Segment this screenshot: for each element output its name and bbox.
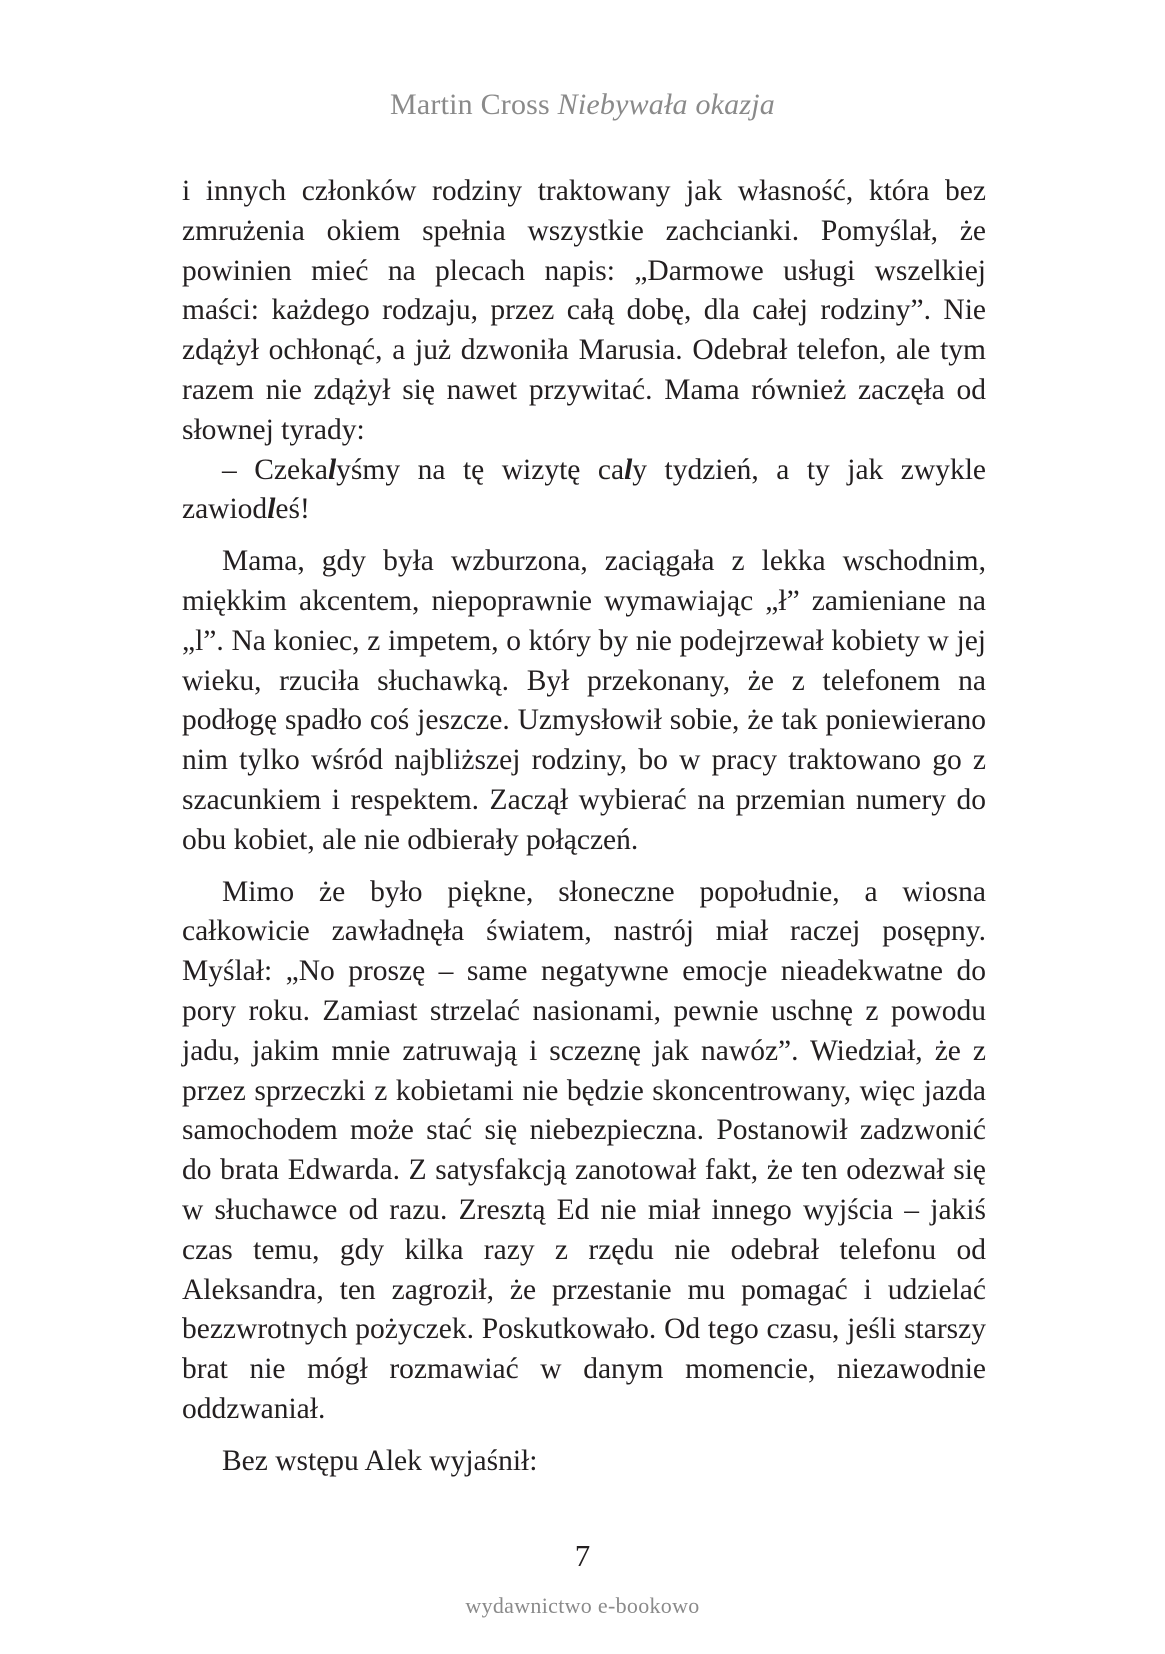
dialogue-accent-3: l <box>267 493 276 526</box>
running-header <box>0 88 1165 122</box>
page-body <box>182 172 986 1482</box>
header-book-title: Niebywała okazja <box>557 88 775 121</box>
dialogue-part-2: yśmy na tę wizytę ca <box>336 453 625 486</box>
paragraph-1: i innych członków rodziny traktowany jak własność, która bez zmrużenia okiem spełnia wszystkie zachcianki. Pomyślał, że powinien mieć na plecach napis: „Darmowe usługi wszelkiej maści: każdego rodzaju, przez całą dobę, dla całej rodziny”. Nie zdążył ochłonąć, a już dzwoniła Marusia. Odebrał telefon, ale tym razem nie zdążył się nawet przywitać. Mama również zaczęła od słownej tyrady: <box>182 175 986 446</box>
publisher-footer: wydawnictwo e-bookowo <box>465 1593 700 1618</box>
dialogue-part-3: y tydzień, a ty jak zwykle zawiod <box>182 453 986 526</box>
dialogue-accent-2: l <box>624 453 633 486</box>
page-number: 7 <box>574 1538 591 1573</box>
dialogue-part-4: eś! <box>275 493 310 526</box>
paragraph-4: Mimo że było piękne, słoneczne popołudnie, a wiosna całkowicie zawładnęła światem, nastrój miał raczej posępny. Myślał: „No proszę – same negatywne emocje nieadekwatne do pory roku. Zamiast strzelać nasionami, pewnie uschnę z powodu jadu, jakim mnie zatruwają i sczeznę jak nawóz”. Wiedział, że z przez sprzeczki z kobietami nie będzie skoncentrowany, więc jazda samochodem może stać się niebezpieczna. Postanowił zadzwonić do brata Edwarda. Z satysfakcją zanotował fakt, że ten odezwał się w słuchawce od razu. Zresztą Ed nie miał innego wyjścia – jakiś czas temu, gdy kilka razy z rzędu nie odebrał telefonu od Aleksandra, ten zagroził, że przestanie mu pomagać i udzielać bezzwrotnych pożyczek. Poskutkowało. Od tego czasu, jeśli starszy brat nie mógł rozmawiać w danym momencie, niezawodnie oddzwaniał. <box>182 875 986 1425</box>
paragraph-3: Mama, gdy była wzburzona, zaciągała z lekka wschodnim, miękkim akcentem, niepoprawnie wymawiając „ł” zamieniane na „l”. Na koniec, z impetem, o który by nie podejrzewał kobiety w jej wieku, rzuciła słuchawką. Był przekonany, że z telefonem na podłogę spadło coś jeszcze. Uzmysłowił sobie, że tak poniewierano nim tylko wśród najbliższej rodziny, bo w pracy traktowano go z szacunkiem i respektem. Zaczął wybierać na przemian numery do obu kobiet, ale nie odbierały połączeń. <box>182 545 986 856</box>
dialogue-part-1: – Czeka <box>222 453 328 486</box>
paragraph-2-dialogue <box>182 451 986 531</box>
paragraph-5: Bez wstępu Alek wyjaśnił: <box>222 1444 538 1477</box>
header-author: Martin Cross <box>390 88 550 121</box>
dialogue-accent-1: l <box>327 453 337 486</box>
